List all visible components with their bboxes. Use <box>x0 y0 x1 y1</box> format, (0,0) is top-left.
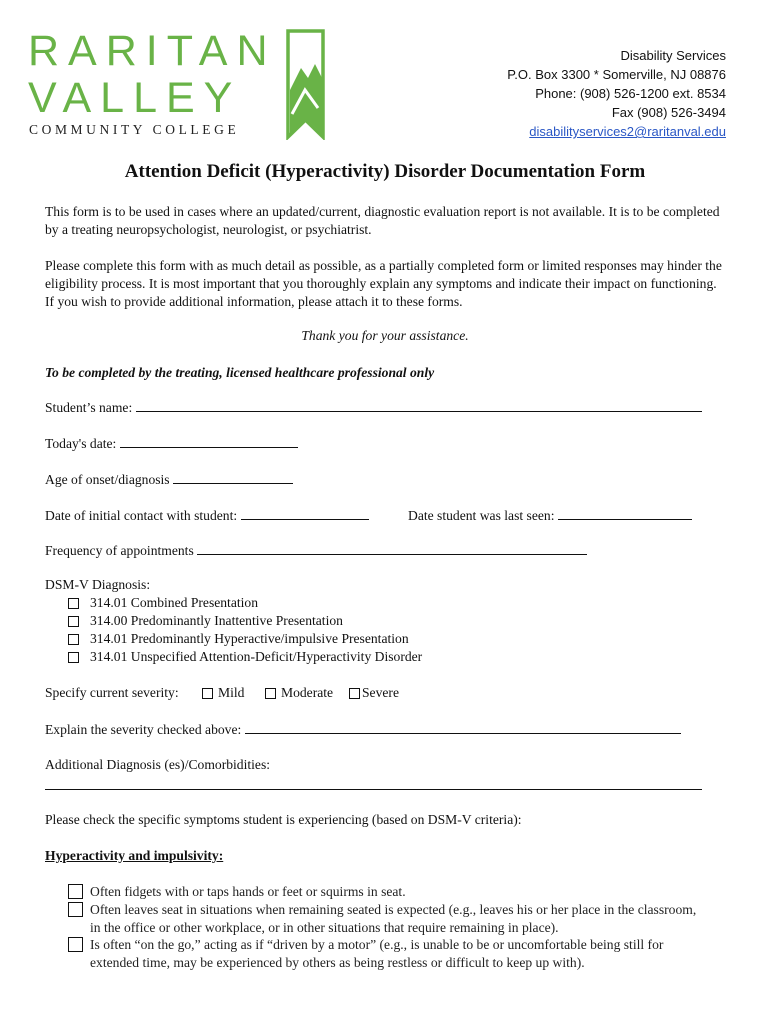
frequency-row <box>45 542 587 559</box>
severity-option-moderate: Moderate <box>281 685 334 700</box>
logo-valley: VALLEY <box>28 74 242 122</box>
todays-date-field[interactable] <box>120 435 298 448</box>
age-onset-label: Age of onset/diagnosis <box>45 472 170 487</box>
severity-checkbox-moderate[interactable] <box>265 688 276 699</box>
dsm-checkbox-unspecified[interactable] <box>68 652 79 663</box>
office-name: Disability Services <box>620 48 726 63</box>
form-title: Attention Deficit (Hyperactivity) Disorder Documentation Form <box>124 161 646 182</box>
severity-option-severe: Severe <box>362 685 399 700</box>
intro-paragraph: This form is to be used in cases where an updated/current, diagnostic evaluation report is not available. It is to be completed by a treating neuropsychologist, neurologist, or psychiatrist. <box>45 204 720 237</box>
initial-contact-row <box>45 507 369 524</box>
instructions-paragraph: Please complete this form with as much detail as possible, as a partially completed form or limited responses may hinder the eligibility process. It is most important that you thoroughly explain any symptoms and indicate their impact on functioning. If you wish to provide additional information, please attach it to these forms. <box>45 258 722 309</box>
symptom-checkbox-on-the-go[interactable] <box>68 937 83 952</box>
explain-severity-row <box>45 721 681 738</box>
additional-diagnosis-field[interactable] <box>45 789 702 790</box>
symptom-on-the-go: Is often “on the go,” acting as if “driven by a motor” (e.g., is unable to be or uncomfortable being still for extended time, may be experienced by others as being restless or difficult to keep up with). <box>90 937 664 970</box>
explain-severity-label: Explain the severity checked above: <box>45 722 242 737</box>
email-link[interactable]: disabilityservices2@raritanval.edu <box>529 124 726 139</box>
dsm-checkbox-combined[interactable] <box>68 598 79 609</box>
last-seen-row <box>408 507 692 524</box>
dsm-option-combined: 314.01 Combined Presentation <box>90 595 259 610</box>
todays-date-row <box>45 435 298 452</box>
symptom-fidgets: Often fidgets with or taps hands or feet or squirms in seat. <box>90 884 406 899</box>
dsm-checkbox-inattentive[interactable] <box>68 616 79 627</box>
todays-date-label: Today's date: <box>45 436 117 451</box>
fax: Fax (908) 526-3494 <box>611 105 726 120</box>
logo-community-college: COMMUNITY COLLEGE <box>29 122 240 137</box>
severity-label: Specify current severity: <box>45 685 179 700</box>
contact-block <box>507 46 726 141</box>
hyperactivity-heading: Hyperactivity and impulsivity: <box>45 848 224 863</box>
bookmark-mountain-icon <box>285 28 327 140</box>
dsm-option-inattentive: 314.00 Predominantly Inattentive Presentation <box>90 613 343 628</box>
severity-checkbox-mild[interactable] <box>202 688 213 699</box>
age-onset-field[interactable] <box>173 471 293 484</box>
symptom-checkbox-fidgets[interactable] <box>68 884 83 899</box>
symptoms-prompt: Please check the specific symptoms student is experiencing (based on DSM-V criteria): <box>45 812 522 827</box>
student-name-label: Student’s name: <box>45 400 133 415</box>
dsm-option-hyperactive: 314.01 Predominantly Hyperactive/impulsive Presentation <box>90 631 409 646</box>
professional-note: To be completed by the treating, licensed healthcare professional only <box>45 365 435 380</box>
last-seen-field[interactable] <box>558 507 692 520</box>
dsm-checkbox-hyperactive[interactable] <box>68 634 79 645</box>
symptom-checkbox-leaves-seat[interactable] <box>68 902 83 917</box>
initial-contact-label: Date of initial contact with student: <box>45 508 238 523</box>
dsm-label: DSM-V Diagnosis: <box>45 577 151 592</box>
frequency-field[interactable] <box>197 542 587 555</box>
additional-diagnosis-label: Additional Diagnosis (es)/Comorbidities: <box>45 757 271 772</box>
address: P.O. Box 3300 * Somerville, NJ 08876 <box>507 67 726 82</box>
student-name-field[interactable] <box>136 399 702 412</box>
symptom-leaves-seat: Often leaves seat in situations when remaining seated is expected (e.g., leaves his or her place in the classroom, in the office or other workplace, or in other situations that require remaining in place). <box>90 902 697 935</box>
severity-option-mild: Mild <box>218 685 245 700</box>
student-name-row <box>45 399 702 416</box>
frequency-label: Frequency of appointments <box>45 543 194 558</box>
age-onset-row <box>45 471 293 488</box>
explain-severity-field[interactable] <box>245 721 681 734</box>
last-seen-label: Date student was last seen: <box>408 508 555 523</box>
initial-contact-field[interactable] <box>241 507 369 520</box>
phone: Phone: (908) 526-1200 ext. 8534 <box>535 86 726 101</box>
thanks-note: Thank you for your assistance. <box>301 328 469 343</box>
severity-checkbox-severe[interactable] <box>349 688 360 699</box>
dsm-option-unspecified: 314.01 Unspecified Attention-Deficit/Hyperactivity Disorder <box>90 649 423 664</box>
logo-raritan: RARITAN <box>28 27 277 75</box>
